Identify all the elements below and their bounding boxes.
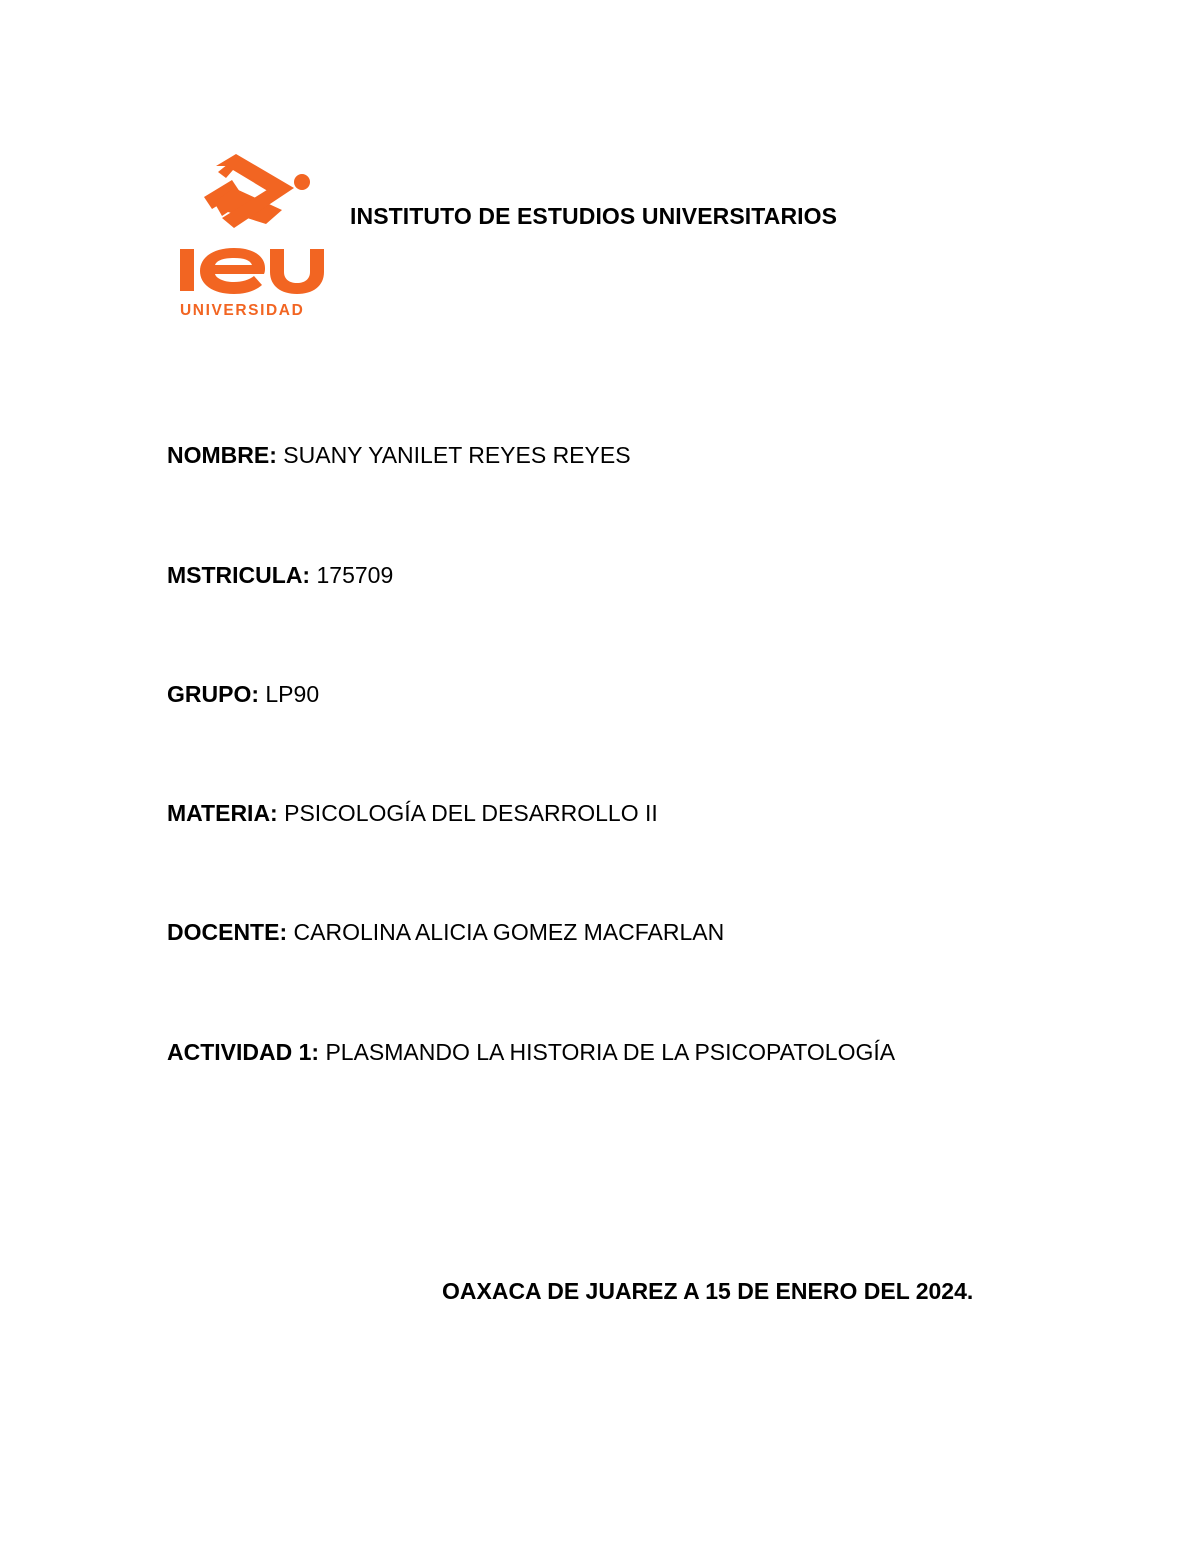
field-label: DOCENTE: xyxy=(167,919,288,945)
field-value: CAROLINA ALICIA GOMEZ MACFARLAN xyxy=(293,919,725,945)
institution-name: INSTITUTO DE ESTUDIOS UNIVERSITARIOS xyxy=(350,203,838,229)
field-actividad xyxy=(167,1039,895,1066)
field-label: MSTRICULA: xyxy=(167,562,311,588)
field-label: MATERIA: xyxy=(167,800,278,826)
field-label: GRUPO: xyxy=(167,681,259,707)
logo-subtitle-text: UNIVERSIDAD xyxy=(180,302,305,319)
field-docente xyxy=(167,919,724,946)
field-materia xyxy=(167,800,658,827)
field-label: NOMBRE: xyxy=(167,442,277,468)
place-and-date: OAXACA DE JUAREZ A 15 DE ENERO DEL 2024. xyxy=(442,1278,974,1304)
field-value: SUANY YANILET REYES REYES xyxy=(283,442,631,468)
field-label: ACTIVIDAD 1: xyxy=(167,1039,320,1065)
field-grupo xyxy=(167,681,319,708)
field-matricula xyxy=(167,562,393,589)
field-value: PLASMANDO LA HISTORIA DE LA PSICOPATOLOGÍA xyxy=(325,1039,896,1065)
field-value: PSICOLOGÍA DEL DESARROLLO II xyxy=(284,800,658,826)
field-value: 175709 xyxy=(316,562,394,588)
field-nombre xyxy=(167,442,631,469)
ieu-universidad-logo xyxy=(176,152,338,322)
field-value: LP90 xyxy=(265,681,320,707)
